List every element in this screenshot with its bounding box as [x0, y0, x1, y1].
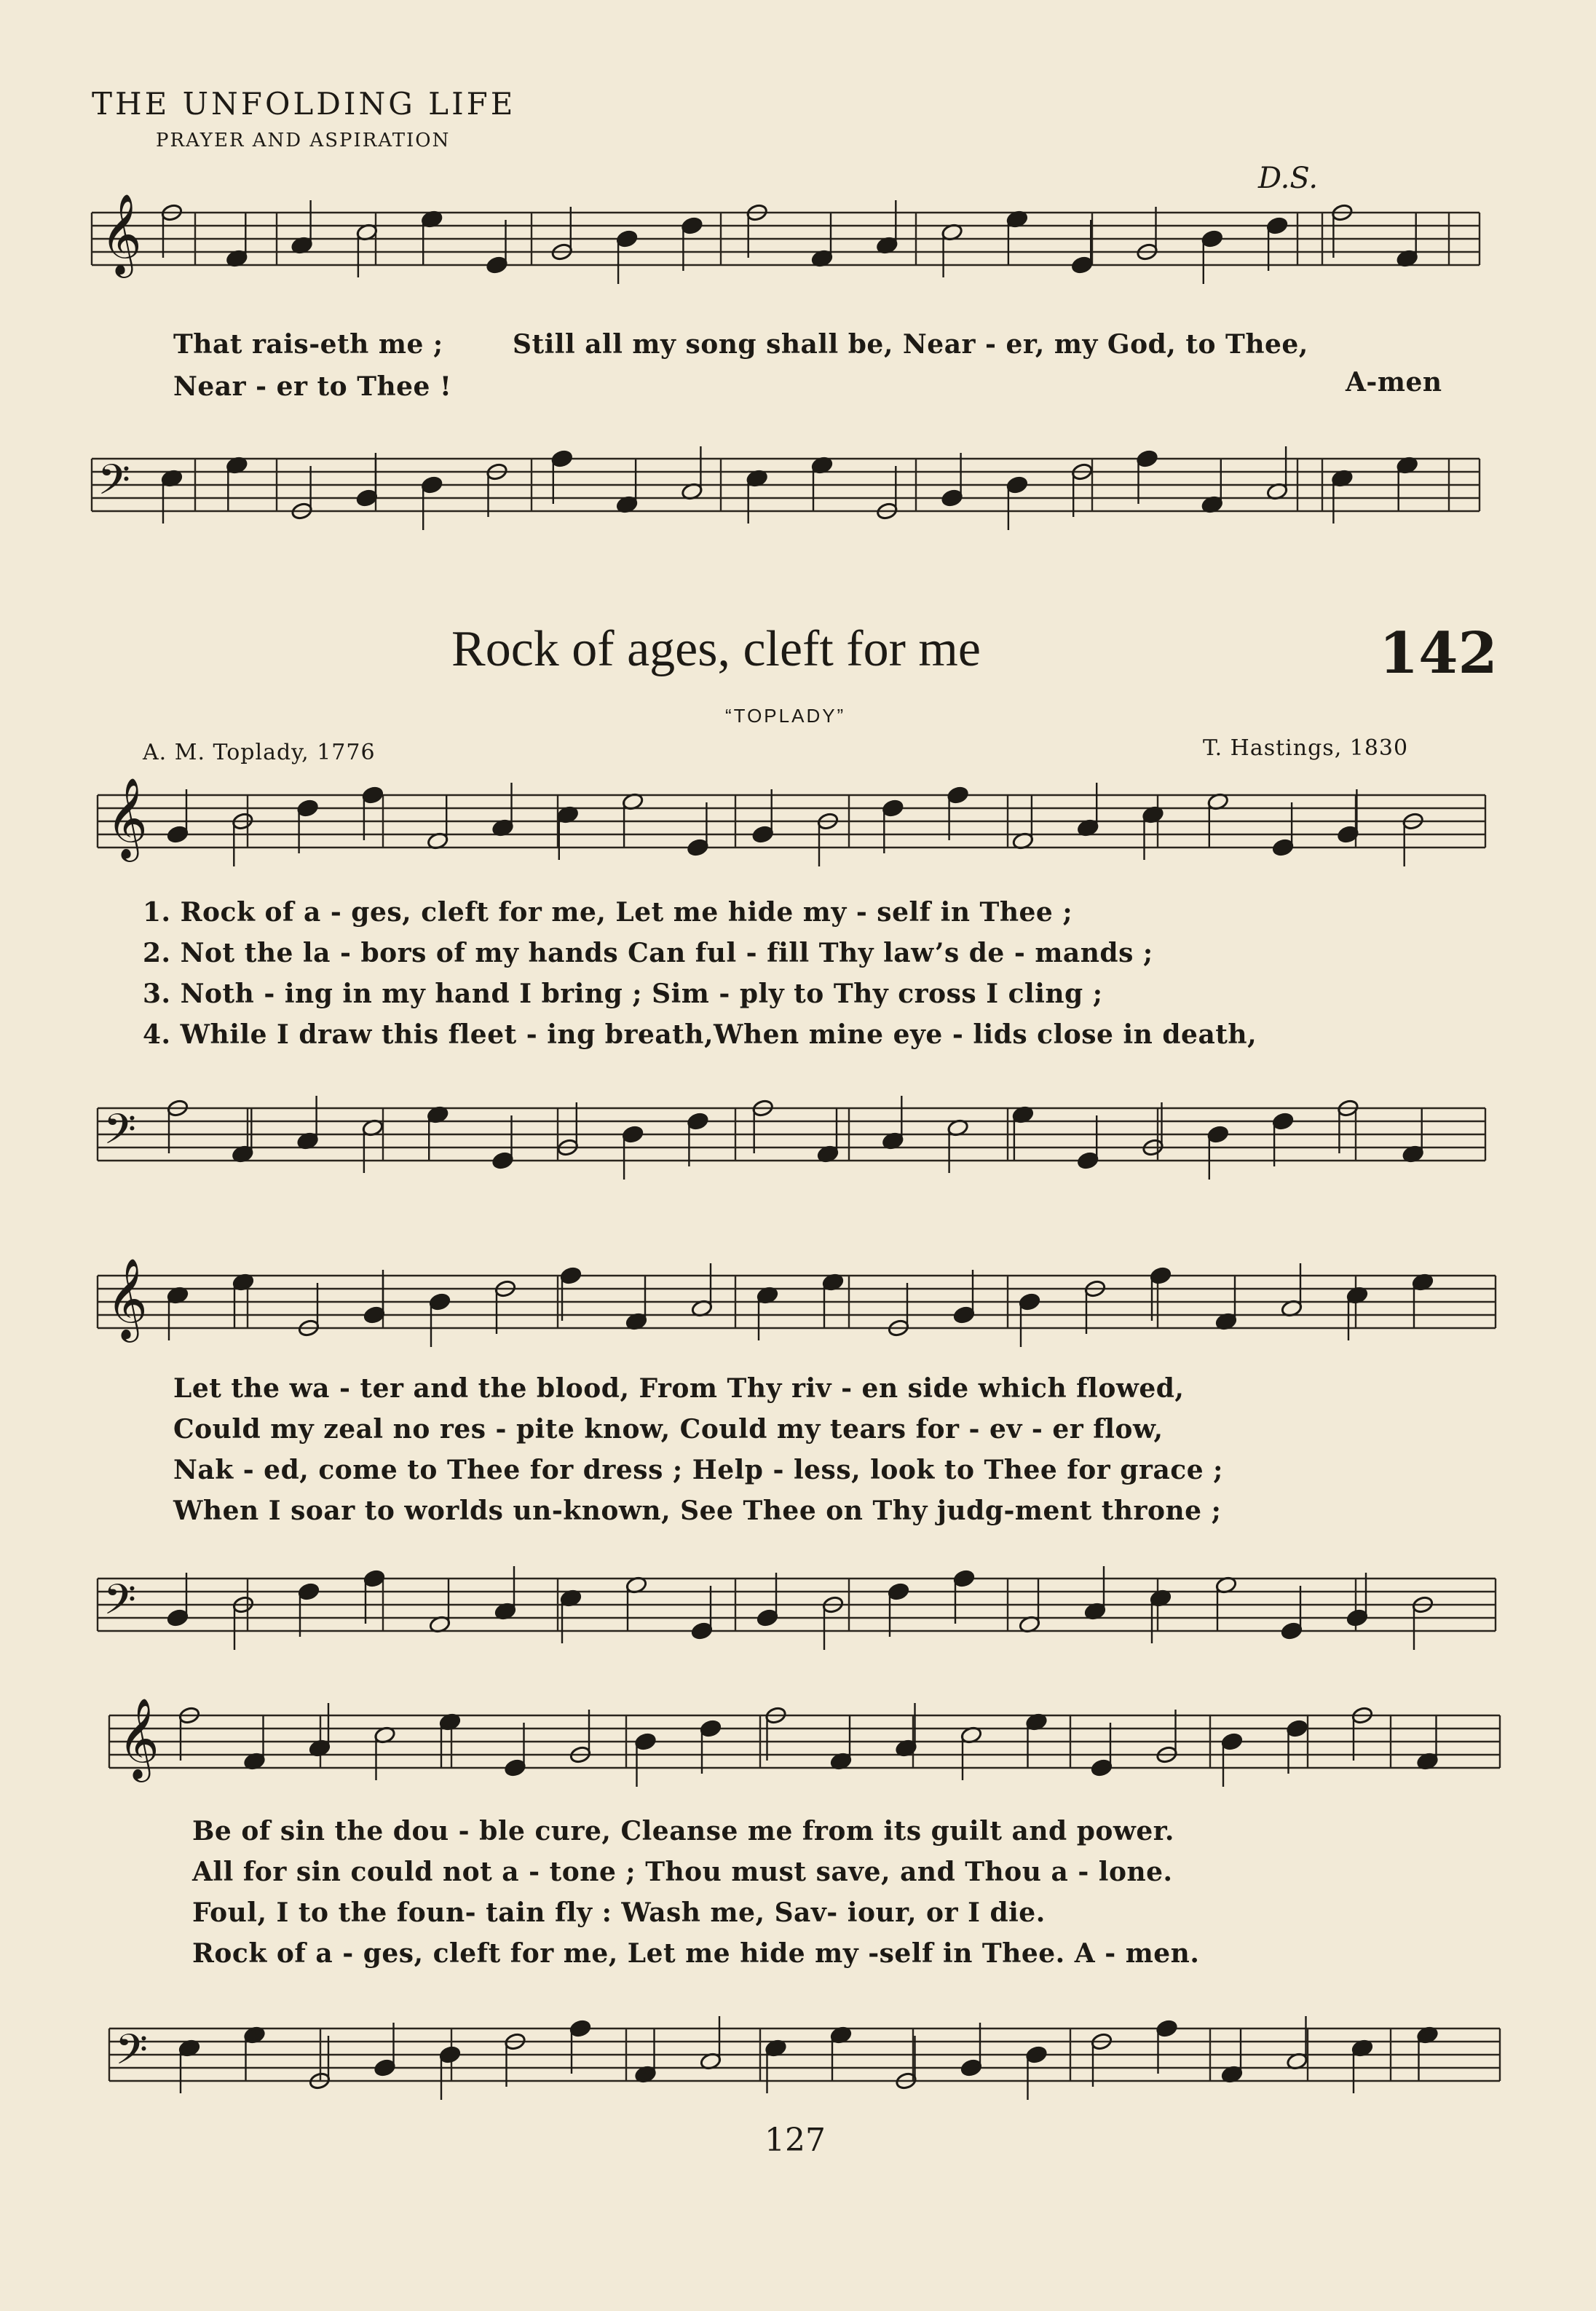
note-head — [167, 1608, 189, 1627]
note-head — [751, 825, 774, 844]
note-head — [486, 256, 508, 274]
note-head — [1281, 1621, 1303, 1640]
top-lyric-line1-a: That rais-eth me ; — [173, 329, 443, 360]
note-head — [1025, 2045, 1048, 2064]
verse-4-line-a: 4. While I draw this fleet - ing breath,When mine eye - lids close in death, — [143, 1019, 1257, 1050]
bass-clef-icon: 𝄢 — [103, 1575, 137, 1635]
verse-4-line-c: Rock of a - ges, cleft for me, Let me hide my -self in Thee. A - men. — [192, 1938, 1200, 1969]
note-head — [941, 489, 963, 507]
note-head — [1155, 2019, 1178, 2038]
hymn-title: Rock of ages, cleft for me — [451, 621, 981, 677]
dal-segno-mark: D.S. — [1258, 162, 1319, 195]
note-head — [1221, 1732, 1244, 1751]
bass-clef-icon: 𝄢 — [115, 2025, 149, 2085]
hymn-number: 142 — [1379, 620, 1498, 687]
treble-clef-icon: 𝄞 — [118, 1697, 159, 1779]
note-head — [298, 1582, 320, 1601]
note-head — [616, 229, 639, 248]
note-head — [1286, 1719, 1308, 1738]
verse-1-line-b: Let the wa - ter and the blood, From Thy riv - en side which flowed, — [173, 1373, 1185, 1404]
section-subtitle: PRAYER AND ASPIRATION — [156, 130, 451, 151]
note-head — [634, 1732, 657, 1751]
verse-2-line-b: Could my zeal no res - pite know, Could my tears for - ev - er flow, — [173, 1414, 1164, 1445]
note-head — [362, 786, 384, 805]
page-number: 127 — [765, 2122, 826, 2159]
top-lyric-amen: A-men — [1346, 367, 1442, 398]
note-head — [947, 786, 969, 805]
note-head — [960, 2058, 983, 2077]
note-head — [429, 1292, 451, 1311]
note-head — [1091, 1758, 1113, 1777]
verse-3-line-c: Foul, I to the foun- tain fly : Wash me, Sav- iour, or I die. — [192, 1897, 1046, 1928]
verse-2-line-a: 2. Not the la - bors of my hands Can ful - fill Thy law’s de - mands ; — [143, 938, 1153, 968]
verse-4-line-b: When I soar to worlds un-known, See Thee on Thy judg-ment throne ; — [173, 1496, 1222, 1526]
note-head — [356, 489, 379, 507]
bass-clef-icon: 𝄢 — [98, 455, 131, 515]
section-title: THE UNFOLDING LIFE — [92, 86, 516, 122]
note-head — [363, 1305, 386, 1324]
note-head — [421, 475, 443, 494]
note-head — [622, 1125, 644, 1144]
top-lyric-line2: Near - er to Thee ! — [173, 371, 452, 402]
tune-name: “TOPLADY” — [725, 705, 846, 727]
note-head — [1201, 229, 1224, 248]
treble-clef-icon: 𝄞 — [100, 193, 142, 274]
note-head — [888, 1582, 910, 1601]
note-head — [167, 825, 189, 844]
note-head — [551, 449, 574, 468]
note-head — [491, 1151, 514, 1170]
note-head — [1136, 449, 1158, 468]
note-head — [700, 1719, 722, 1738]
verse-1-line-c: Be of sin the dou - ble cure, Cleanse me from its guilt and power. — [192, 1816, 1174, 1846]
verse-1-line-a: 1. Rock of a - ges, cleft for me, Let me hide my - self in Thee ; — [143, 897, 1073, 928]
treble-clef-icon: 𝄞 — [106, 777, 148, 858]
note-head — [691, 1621, 714, 1640]
note-head — [681, 216, 703, 235]
note-head — [1006, 475, 1029, 494]
note-head — [1272, 1112, 1295, 1131]
verse-2-line-c: All for sin could not a - tone ; Thou must save, and Thou a - lone. — [192, 1857, 1173, 1887]
composer-credit: T. Hastings, 1830 — [1203, 735, 1409, 761]
treble-clef-icon: 𝄞 — [106, 1257, 148, 1339]
note-head — [363, 1569, 386, 1588]
top-lyric-line1-b: Still all my song shall be, Near - er, my God, to Thee, — [513, 329, 1308, 360]
bass-clef-icon: 𝄢 — [103, 1105, 137, 1164]
note-head — [439, 2045, 462, 2064]
note-head — [687, 838, 709, 857]
note-head — [953, 1305, 976, 1324]
note-head — [560, 1266, 582, 1285]
note-head — [1272, 838, 1295, 857]
note-head — [504, 1758, 526, 1777]
note-head — [1019, 1292, 1041, 1311]
note-head — [1346, 1608, 1369, 1627]
note-head — [374, 2058, 396, 2077]
note-head — [687, 1112, 709, 1131]
note-head — [1266, 216, 1289, 235]
note-head — [1077, 1151, 1099, 1170]
note-head — [953, 1569, 976, 1588]
verse-3-line-a: 3. Noth - ing in my hand I bring ; Sim - ply to Thy cross I cling ; — [143, 979, 1103, 1009]
note-head — [1207, 1125, 1230, 1144]
note-head — [569, 2019, 592, 2038]
note-head — [1150, 1266, 1172, 1285]
note-head — [296, 799, 319, 818]
author-credit: A. M. Toplady, 1776 — [143, 740, 376, 765]
note-head — [1071, 256, 1094, 274]
note-head — [756, 1608, 779, 1627]
note-head — [882, 799, 904, 818]
verse-3-line-b: Nak - ed, come to Thee for dress ; Help - less, look to Thee for grace ; — [173, 1455, 1223, 1485]
